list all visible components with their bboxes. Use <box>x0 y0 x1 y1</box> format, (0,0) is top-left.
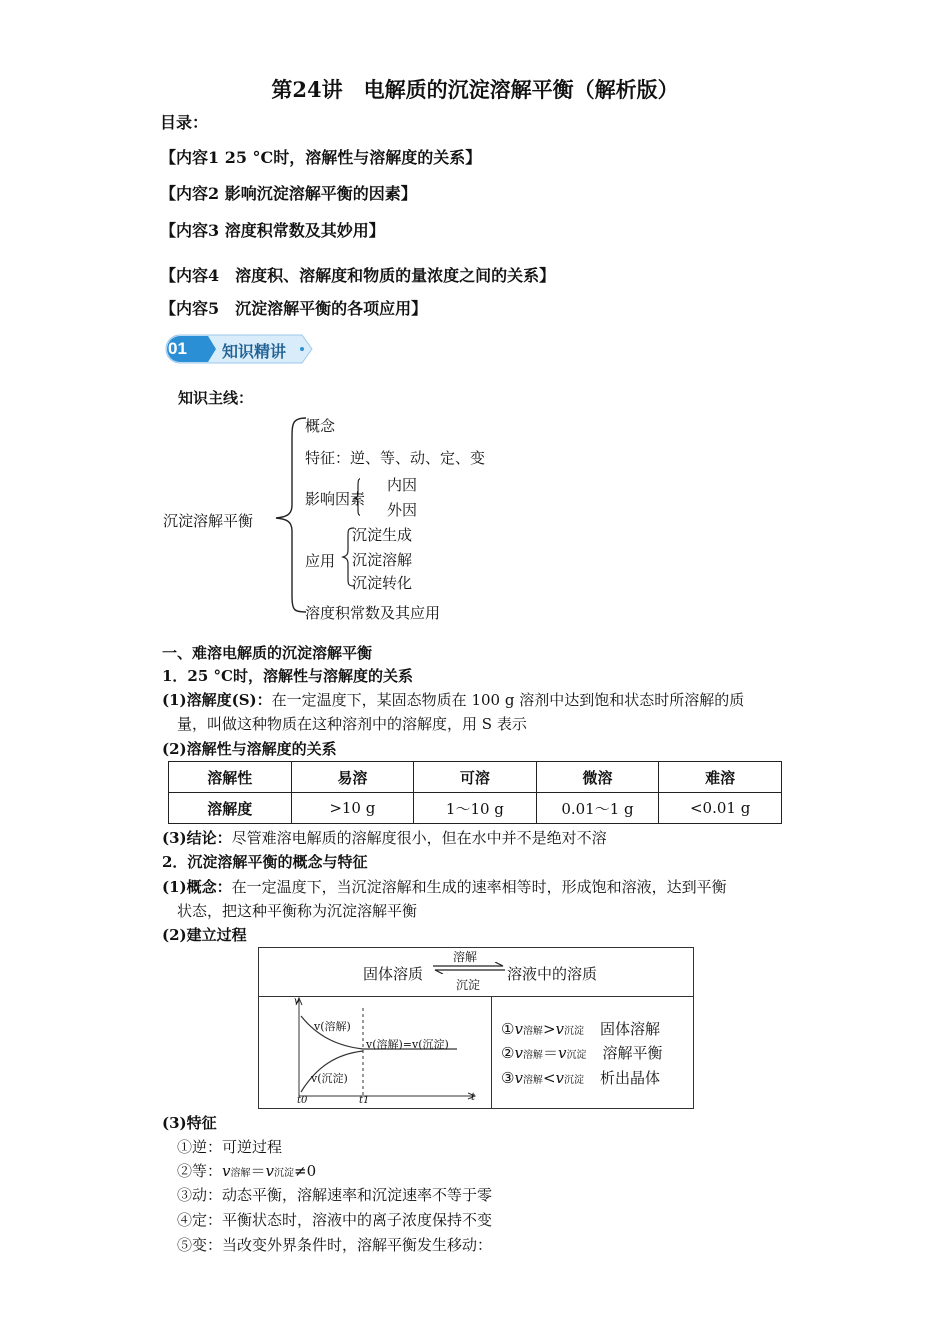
rate-symbol: v <box>514 1069 523 1087</box>
mindmap-app-1: 沉淀生成 <box>352 526 413 544</box>
rate-subscript: 沉淀 <box>566 1050 587 1061</box>
feature-item-3: ③动：动态平衡，溶解速率和沉淀速率不等于零 <box>177 1186 493 1204</box>
rate-symbol: v <box>222 1162 231 1180</box>
mindmap-concept: 概念 <box>305 417 336 435</box>
diagram-divider <box>491 996 492 1108</box>
table-cell: >10 g <box>291 793 414 824</box>
table-row <box>169 762 782 793</box>
graph-dissolve-label: v(溶解) <box>314 1020 351 1033</box>
table-cell: 可溶 <box>414 762 537 793</box>
table-cell: <0.01 g <box>659 793 782 824</box>
mindmap-heading: 知识主线： <box>178 389 254 407</box>
graph-precip-label: v(沉淀) <box>311 1072 348 1085</box>
case-2 <box>501 1042 662 1063</box>
paragraph-label: (3)结论： <box>162 829 232 847</box>
rate-symbol: v <box>514 1044 523 1062</box>
case-1 <box>501 1018 660 1039</box>
rate-subscript: 溶解 <box>522 1050 543 1061</box>
rate-subscript: 沉淀 <box>564 1026 584 1037</box>
table-cell: 1～10 g <box>414 793 537 824</box>
rate-symbol: v <box>555 1020 564 1038</box>
mindmap-features: 特征：逆、等、动、定、变 <box>305 449 486 467</box>
features-heading: (3)特征 <box>162 1114 217 1132</box>
rate-subscript: 溶解 <box>230 1168 251 1179</box>
subsection-1: 1．25 °C时，溶解性与溶解度的关系 <box>162 667 413 685</box>
mindmap-factors: 影响因素 <box>305 490 366 508</box>
table-cell: 难溶 <box>659 762 782 793</box>
rate-subscript: 沉淀 <box>274 1168 294 1179</box>
diagram-header <box>259 948 693 997</box>
toc-item-4: 【内容4 溶度积、溶解度和物质的量浓度之间的关系】 <box>160 266 556 285</box>
toc-item-1: 【内容1 25 °C时，溶解性与溶解度的关系】 <box>160 148 482 167</box>
table-cell: 微溶 <box>536 762 659 793</box>
paragraph-label: (1)概念： <box>162 878 232 896</box>
paragraph-solubility-cont: 量，叫做这种物质在这种溶剂中的溶解度，用 S 表示 <box>177 715 527 733</box>
solubility-table <box>168 761 782 824</box>
graph-equal-label: v(溶解)=v(沉淀) <box>366 1038 449 1051</box>
relation-operator: > <box>542 1020 556 1038</box>
relation-operator: ＝ <box>250 1162 266 1180</box>
relation-operator: ＝ <box>542 1044 558 1062</box>
equilibrium-arrow-icon <box>431 962 507 974</box>
mindmap-application: 应用 <box>305 552 336 570</box>
paragraph-process-heading: (2)建立过程 <box>162 926 247 944</box>
table-cell: 溶解度 <box>169 793 292 824</box>
rate-symbol: v <box>557 1044 567 1062</box>
mindmap-app-3: 沉淀转化 <box>352 574 413 592</box>
paragraph-conclusion <box>162 827 607 848</box>
paragraph-concept-cont: 状态，把这种平衡称为沉淀溶解平衡 <box>177 902 418 920</box>
toc-heading: 目录： <box>160 113 209 132</box>
diagram-solute: 溶液中的溶质 <box>507 965 598 983</box>
paragraph-text: 尽管难溶电解质的溶解度很小，但在水中并不是绝对不溶 <box>231 829 607 847</box>
feature-item-2 <box>177 1160 316 1181</box>
page-title: 第24讲 电解质的沉淀溶解平衡（解析版） <box>271 77 679 102</box>
feature-item-5: ⑤变：当改变外界条件时，溶解平衡发生移动： <box>177 1236 493 1254</box>
case-number: ① <box>501 1020 515 1038</box>
feature-item-4: ④定：平衡状态时，溶液中的离子浓度保持不变 <box>177 1211 493 1229</box>
mindmap-braces <box>270 410 360 620</box>
toc-item-3: 【内容3 溶度积常数及其妙用】 <box>160 221 385 240</box>
section-heading: 一、难溶电解质的沉淀溶解平衡 <box>162 644 373 662</box>
paragraph-text: 在一定温度下，当沉淀溶解和生成的速率相等时，形成饱和溶液，达到平衡 <box>231 878 727 896</box>
diagram-arrow-top: 溶解 <box>453 950 478 964</box>
badge-label: 知识精讲 <box>222 342 287 361</box>
diagram-arrow-bottom: 沉淀 <box>456 978 481 992</box>
table-cell: 0.01～1 g <box>536 793 659 824</box>
rate-symbol: v <box>265 1162 274 1180</box>
relation-operator: < <box>542 1069 556 1087</box>
rate-graph <box>287 996 487 1108</box>
rate-symbol: v <box>514 1020 523 1038</box>
table-row <box>169 793 782 824</box>
feature-label: ②等： <box>177 1162 223 1180</box>
paragraph-relation-heading: (2)溶解性与溶解度的关系 <box>162 740 337 758</box>
diagram-solid: 固体溶质 <box>363 965 424 983</box>
mindmap-factor-external: 外因 <box>387 501 418 519</box>
toc-item-2: 【内容2 影响沉淀溶解平衡的因素】 <box>160 184 417 203</box>
feature-tail: ≠0 <box>294 1162 317 1180</box>
case-number: ③ <box>501 1069 515 1087</box>
paragraph-text: 在一定温度下，某固态物质在 100 g 溶剂中达到饱和状态时所溶解的质 <box>271 691 745 709</box>
mindmap-app-2: 沉淀溶解 <box>352 551 413 569</box>
mindmap-ksp: 溶度积常数及其应用 <box>305 604 441 622</box>
case-result: 析出晶体 <box>600 1069 661 1087</box>
section-badge <box>164 333 314 365</box>
case-result: 固体溶解 <box>600 1020 661 1038</box>
graph-v-axis: v <box>294 996 300 1007</box>
rate-subscript: 溶解 <box>522 1026 543 1037</box>
graph-t-axis: t <box>471 1092 476 1103</box>
badge-number: 01 <box>168 339 187 358</box>
graph-t0: t0 <box>297 1095 308 1106</box>
paragraph-label: (1)溶解度(S)： <box>162 691 272 709</box>
mindmap-factor-internal: 内因 <box>387 476 418 494</box>
toc-item-5: 【内容5 沉淀溶解平衡的各项应用】 <box>160 299 428 318</box>
paragraph-concept <box>162 876 727 897</box>
table-cell: 易溶 <box>291 762 414 793</box>
graph-t1: t1 <box>359 1095 370 1106</box>
case-3 <box>501 1067 660 1088</box>
feature-item-1: ①逆：可逆过程 <box>177 1138 283 1156</box>
rate-subscript: 沉淀 <box>564 1075 584 1086</box>
table-cell: 溶解性 <box>169 762 292 793</box>
case-result: 溶解平衡 <box>602 1044 663 1062</box>
rate-subscript: 溶解 <box>522 1075 543 1086</box>
rate-symbol: v <box>555 1069 564 1087</box>
paragraph-solubility <box>162 689 744 710</box>
subsection-2: 2．沉淀溶解平衡的概念与特征 <box>162 853 368 871</box>
process-diagram <box>258 947 694 1109</box>
case-number: ② <box>501 1044 515 1062</box>
mindmap-root: 沉淀溶解平衡 <box>163 512 254 530</box>
